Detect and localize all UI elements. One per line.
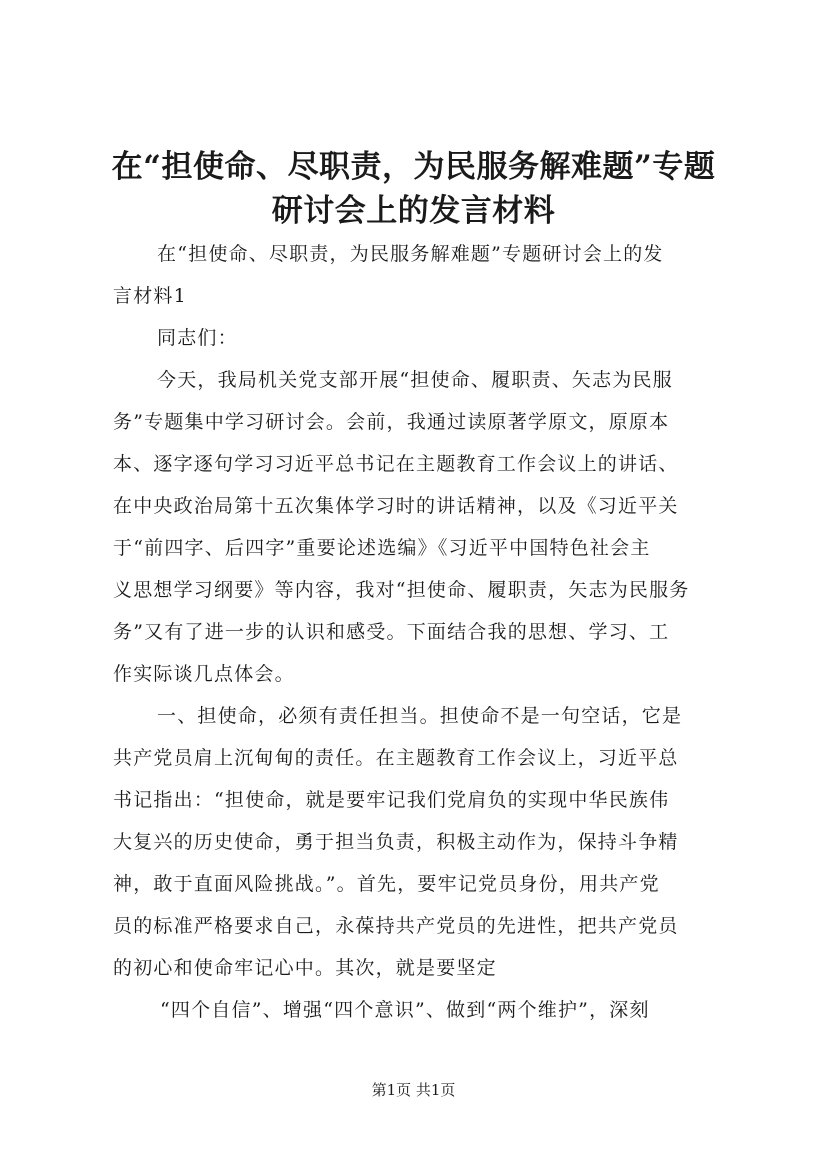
paragraph-line: 言材料1 <box>113 285 187 307</box>
paragraph-line: 共产党员肩上沉甸甸的责任。在主题教育工作会议上，习近平总 <box>113 747 679 769</box>
paragraph-line: 于“前四字、后四字”重要论述选编》《习近平中国特色社会主 <box>113 537 651 559</box>
paragraph-line: 员的标准严格要求自己，永葆持共产党员的先进性，把共产党员 <box>113 915 679 937</box>
paragraph-line: 务”又有了进一步的认识和感受。下面结合我的思想、学习、工 <box>113 621 670 643</box>
paragraph-line: 在中央政治局第十五次集体学习时的讲话精神，以及《习近平关 <box>113 495 679 517</box>
document-title-line-2: 研讨会上的发言材料 <box>271 193 556 229</box>
paragraph-line: 一、担使命，必须有责任担当。担使命不是一句空话，它是 <box>157 705 683 727</box>
paragraph-line: 书记指出：“担使命，就是要牢记我们党肩负的实现中华民族伟 <box>113 789 670 811</box>
paragraph-line: “四个自信”、增强“四个意识”、做到“两个维护”，深刻 <box>160 999 650 1021</box>
paragraph-line: 本、逐字逐句学习习近平总书记在主题教育工作会议上的讲话、 <box>113 453 679 475</box>
paragraph-line: 在“担使命、尽职责，为民服务解难题”专题研讨会上的发 <box>157 243 664 265</box>
paragraph-line: 大复兴的历史使命，勇于担当负责，积极主动作为，保持斗争精 <box>113 831 679 853</box>
paragraph-line: 作实际谈几点体会。 <box>113 663 295 685</box>
page-footer: 第1页 共1页 <box>371 1081 456 1099</box>
paragraph-line: 神，敢于直面风险挑战。”。首先，要牢记党员身份，用共产党 <box>113 873 660 895</box>
paragraph-line: 今天，我局机关党支部开展“担使命、履职责、矢志为民服 <box>157 369 673 391</box>
paragraph-line: 义思想学习纲要》等内容，我对“担使命、履职责，矢志为民服务 <box>113 579 690 601</box>
document-title-line-1: 在“担使命、尽职责，为民服务解难题”专题 <box>111 149 716 185</box>
paragraph-line: 的初心和使命牢记心中。其次，就是要坚定 <box>113 957 497 979</box>
paragraph-line: 务”专题集中学习研讨会。会前，我通过读原著学原文，原原本 <box>113 411 670 433</box>
paragraph-line: 同志们： <box>157 327 238 349</box>
